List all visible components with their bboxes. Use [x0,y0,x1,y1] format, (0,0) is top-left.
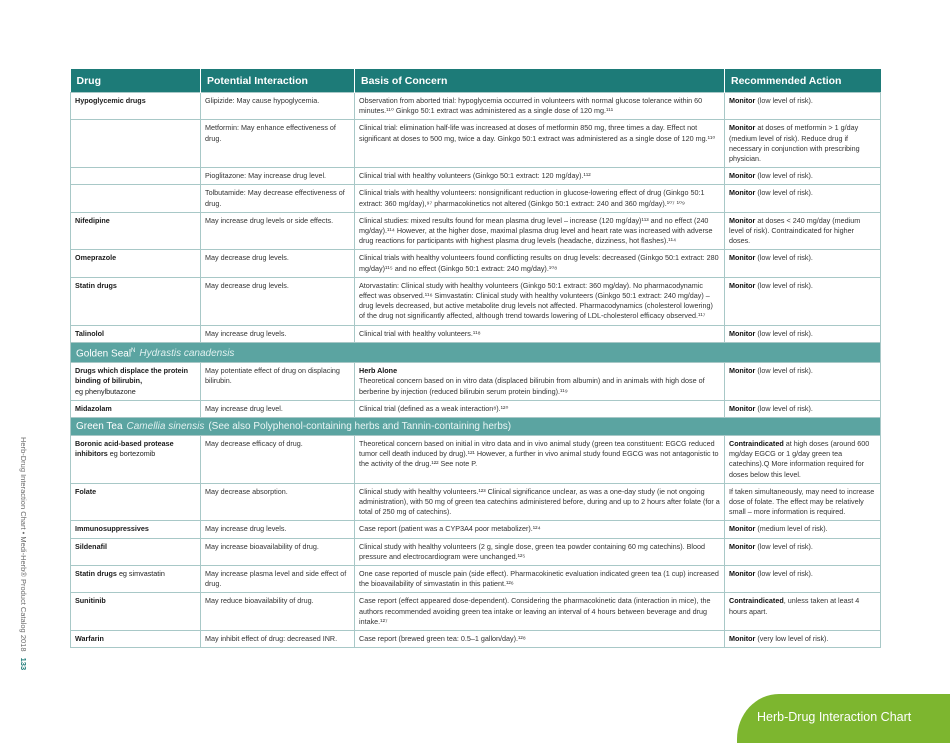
table-row [71,325,881,342]
drug-cell [71,120,201,168]
action-keyword: Monitor [729,569,756,579]
action-cell [725,250,881,277]
action-cell [725,521,881,538]
interaction-cell: May decrease drug levels. [201,250,355,277]
action-text: (low level of risk). [755,253,813,263]
action-keyword: Monitor [729,541,756,551]
table-row [71,212,881,250]
drug-cell: Midazolam [71,400,201,417]
action-text: (low level of risk). [755,171,813,181]
interaction-cell: Glipizide: May cause hypoglycemia. [201,93,355,120]
action-text: If taken simultaneously, may need to increase dose of folate. The effect may be relatively small – more information is required. [729,486,875,517]
action-cell [725,400,881,417]
action-text: at doses < 240 mg/day (medium level of risk). Contraindicated for higher doses. [729,215,861,246]
herb-scientific-name: Hydrastis canadensis [139,348,235,360]
action-keyword: Monitor [729,634,756,644]
drug-cell: Talinolol [71,325,201,342]
action-cell [725,538,881,565]
action-keyword: Monitor [729,328,756,338]
herb-scientific-name: Camellia sinensis [126,421,205,432]
table-row [71,566,881,593]
drug-name: Drugs which displace the protein binding of bilirubin, [75,366,189,386]
action-text: (low level of risk). [755,188,813,198]
side-footer [16,437,30,687]
action-text: (low level of risk). [755,328,813,338]
action-cell [725,483,881,521]
action-text: (low level of risk). [755,280,813,290]
drug-cell: Nifedipine [71,212,201,250]
drug-example: eg bortezomib [109,449,156,459]
column-header-basis: Basis of Concern [355,69,725,93]
table-row [71,185,881,212]
basis-cell: Clinical study with healthy volunteers (2 g, single dose, green tea powder containing 60 mg catechins). Blood pressure and electrocardiogram were unchanged.¹²⁵ [355,538,725,565]
basis-cell: Clinical trial with healthy volunteers (Ginkgo 50:1 extract: 120 mg/day).¹¹² [355,168,725,185]
action-cell [725,120,881,168]
table-row [71,631,881,648]
herb-name: Green Tea [76,421,123,432]
basis-cell: Case report (effect appeared dose-dependent). Considering the pharmacokinetic data (interaction in mice), the authors recommended avoiding green tea intake or leaving an interval of 4 hours between beverage and drug intake.¹²⁷ [355,593,725,631]
drug-cell: Hypoglycemic drugs [71,93,201,120]
action-text: (low level of risk). [755,403,813,413]
drug-cell: Folate [71,483,201,521]
interaction-table [70,69,881,648]
action-text: at doses of metformin > 1 g/day (medium level of risk). Reduce drug if necessary in conjunction with prescribing physician. [729,123,860,164]
drug-cell [71,168,201,185]
interaction-cell: May reduce bioavailability of drug. [201,593,355,631]
action-keyword: Contraindicated [729,596,784,606]
action-keyword: Monitor [729,280,756,290]
interaction-cell: Tolbutamide: May decrease effectiveness of drug. [201,185,355,212]
action-cell [725,363,881,401]
basis-cell: Clinical trials with healthy volunteers found conflicting results on drug levels: decreased (Ginkgo 50:1 extract: 280 mg/day)¹¹⁵ and no effect (Ginkgo 50:1 extract: 240 mg/day).¹⁰⁸ [355,250,725,277]
drug-cell [71,363,201,401]
action-text: (low level of risk). [755,541,813,551]
interaction-cell: May increase drug levels. [201,521,355,538]
herb-section-header-green-tea [71,418,881,436]
table-row [71,400,881,417]
action-text: at high doses (around 600 mg/day EGCG or 1 g/day green tea catechins).Q More information required for doses below this level. [729,439,870,479]
basis-cell [355,363,725,401]
basis-cell: Case report (patient was a CYP3A4 poor metabolizer).¹²⁴ [355,521,725,538]
drug-cell: Sunitinib [71,593,201,631]
action-keyword: Monitor [729,253,756,263]
interaction-cell: May decrease drug levels. [201,277,355,325]
table-row [71,521,881,538]
basis-cell: Observation from aborted trial: hypoglycemia occurred in volunteers with normal glucose tolerance within 60 minutes.¹¹⁰ Ginkgo 50:1 extract was administered as a single dose of 120 mg.¹¹¹ [355,93,725,120]
action-cell [725,325,881,342]
table-row [71,277,881,325]
table-row [71,93,881,120]
table-row [71,483,881,521]
basis-text: Theoretical concern based on in vitro data (displaced bilirubin from albumin) and in animals with high dose of berberine by injection (reduced bilirubin serum protein binding).¹¹⁹ [359,376,705,396]
basis-cell: Clinical studies: mixed results found for mean plasma drug level – increase (120 mg/day)¹¹³ and no effect (240 mg/day).¹¹⁴ However, at the higher dose, maximal plasma drug level and heart rate was increased with adverse drug reactions for participants with highest plasma drug levels (headache, dizziness, hot flashes).¹¹⁴ [355,212,725,250]
footer-title: Herb-Drug Interaction Chart [757,710,912,724]
interaction-cell: May increase plasma level and side effect of drug. [201,566,355,593]
table-header-row [71,69,881,93]
drug-cell [71,436,201,484]
interaction-cell: Pioglitazone: May increase drug level. [201,168,355,185]
basis-cell: Clinical trial: elimination half-life was increased at doses of metformin 850 mg, three times a day. Effect not significant at doses to 500 mg, twice a day. Ginkgo 50:1 extract was administered as a single dose of 120 mg.¹¹⁰ [355,120,725,168]
interaction-cell: May increase drug level. [201,400,355,417]
herb-name-note: N [131,347,136,354]
action-text: (low level of risk). [755,96,813,105]
interaction-cell: May potentiate effect of drug on displacing bilirubin. [201,363,355,401]
action-keyword: Monitor [729,123,756,133]
action-cell [725,185,881,212]
basis-cell: Clinical trial with healthy volunteers.¹¹⁸ [355,325,725,342]
action-keyword: Monitor [729,96,756,105]
drug-cell: Immunosuppressives [71,521,201,538]
action-keyword: Monitor [729,188,756,198]
interaction-cell: May increase drug levels. [201,325,355,342]
interaction-cell: May increase bioavailability of drug. [201,538,355,565]
interaction-cell: May inhibit effect of drug: decreased INR. [201,631,355,648]
herb-section-header-golden-seal [71,342,881,362]
table-row [71,363,881,401]
action-keyword: Monitor [729,524,756,534]
herb-section-title [71,418,881,436]
action-cell [725,593,881,631]
action-cell [725,631,881,648]
page-number: 133 [19,657,28,671]
interaction-cell: May decrease absorption. [201,483,355,521]
interaction-cell: May decrease efficacy of drug. [201,436,355,484]
drug-cell: Statin drugs [71,277,201,325]
basis-cell: Clinical study with healthy volunteers.¹²³ Clinical significance unclear, as was a one-day study (ie not ongoing administration), with 50 mg of green tea catechins administered before, during and up to 2 hours after folate (for a total of 250 mg of catechins). [355,483,725,521]
action-cell [725,277,881,325]
basis-title: Herb Alone [359,366,398,376]
drug-cell: Warfarin [71,631,201,648]
side-footer-text: Herb-Drug Interaction Chart • Medi-Herb® Product Catalog 2018 [19,437,28,652]
interaction-cell: Metformin: May enhance effectiveness of drug. [201,120,355,168]
table-row [71,168,881,185]
column-header-interaction: Potential Interaction [201,69,355,93]
drug-name: Boronic acid-based protease inhibitors [75,439,174,459]
herb-section-title [71,342,881,362]
action-text: (low level of risk). [755,366,813,376]
action-text: , unless taken at least 4 hours apart. [729,596,860,616]
action-keyword: Contraindicated [729,439,784,448]
herb-see-also: (See also Polyphenol-containing herbs and Tannin-containing herbs) [208,421,512,432]
basis-cell: Clinical trials with healthy volunteers: nonsignificant reduction in glucose-lowering effect of drug (Ginkgo 50:1 extract: 360 mg/day),⁹⁷ pharmacokinetics not altered (Ginkgo 50:1 extract: 240 and 360 mg/day).¹⁰⁷ ¹⁰⁹ [355,185,725,212]
basis-cell: One case reported of muscle pain (side effect). Pharmacokinetic evaluation indicated green tea (1 cup) increased the bioavailability of simvastatin in this patient.¹²⁶ [355,566,725,593]
drug-cell: Sildenafil [71,538,201,565]
table-row [71,593,881,631]
drug-cell [71,185,201,212]
action-keyword: Monitor [729,171,756,181]
action-cell [725,436,881,484]
basis-cell: Case report (brewed green tea: 0.5–1 gallon/day).¹²⁸ [355,631,725,648]
drug-name: Statin drugs [75,569,117,579]
column-header-action: Recommended Action [725,69,881,93]
table-row [71,250,881,277]
action-cell [725,93,881,120]
action-keyword: Monitor [729,215,756,225]
drug-example: eg simvastatin [118,569,165,579]
action-cell [725,168,881,185]
action-cell [725,212,881,250]
herb-name: Golden Seal [76,348,132,360]
action-text: (very low level of risk). [755,634,829,644]
drug-example: eg phenylbutazone [75,386,136,396]
column-header-drug: Drug [71,69,201,93]
table-row [71,436,881,484]
basis-cell: Theoretical concern based on initial in vitro data and in vivo animal study (green tea constituent: EGCG reduced tumor cell death induced by drug).¹²¹ However, a further in vivo animal study found EGCG was not antagonistic to the activity of the drug.¹²² See note P. [355,436,725,484]
table-row [71,120,881,168]
drug-cell: Omeprazole [71,250,201,277]
action-cell [725,566,881,593]
drug-cell [71,566,201,593]
action-keyword: Monitor [729,366,756,376]
table-row [71,538,881,565]
basis-cell: Clinical trial (defined as a weak interaction⁸).¹²⁰ [355,400,725,417]
action-text: (low level of risk). [755,569,813,579]
action-keyword: Monitor [729,403,756,413]
action-text: (medium level of risk). [755,524,828,534]
basis-cell: Atorvastatin: Clinical study with healthy volunteers (Ginkgo 50:1 extract: 360 mg/day). No pharmacodynamic effect was observed.¹¹⁶ Simvastatin: Clinical study with healthy volunteers (Ginkgo 50:1 extract: 240 mg/day) – drug levels decreased, but active metabolite drug levels not affected. Pharmacodynamics (cholesterol lowering) of the drug not significantly affected, although trend towards lowering of LDL-cholesterol efficacy observed.¹¹⁷ [355,277,725,325]
interaction-cell: May increase drug levels or side effects. [201,212,355,250]
